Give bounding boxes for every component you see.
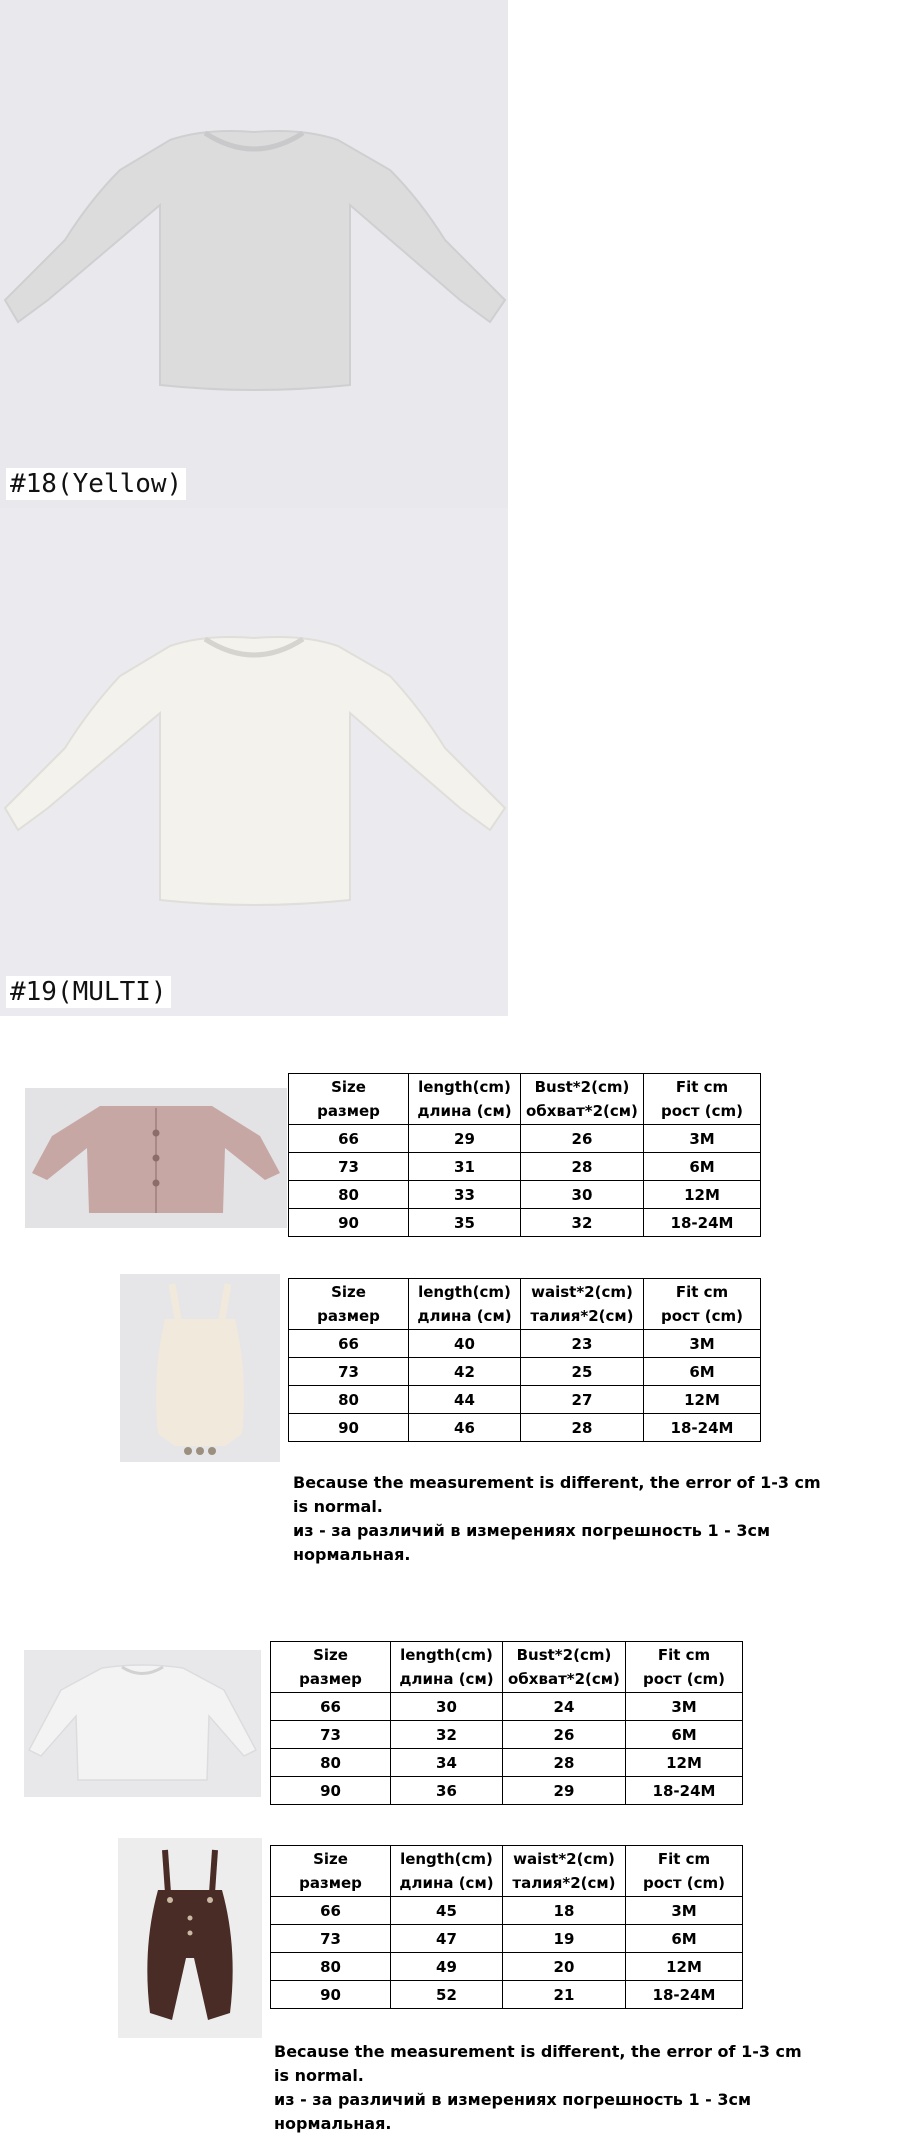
table-row: 80 34 28 12M — [271, 1749, 743, 1777]
header-size: Size размер — [289, 1074, 409, 1125]
header-length: length(cm) длина (см) — [391, 1642, 503, 1693]
table-row: 90 46 28 18-24M — [289, 1414, 761, 1442]
thumbnail-cream-romper — [120, 1274, 280, 1462]
header-fit: Fit cm рост (cm) — [644, 1279, 761, 1330]
note-english: Because the measurement is different, the error of 1-3 cm is normal. — [274, 2042, 802, 2085]
thumbnail-white-shirt — [24, 1650, 261, 1797]
table-row: 90 52 21 18-24M — [271, 1981, 743, 2009]
table-row: 80 49 20 12M — [271, 1953, 743, 1981]
header-fit: Fit cm рост (cm) — [644, 1074, 761, 1125]
header-fit: Fit cm рост (cm) — [626, 1642, 743, 1693]
table-row: 66 45 18 3M — [271, 1897, 743, 1925]
measurement-note — [274, 2040, 819, 2136]
header-bust: Bust*2(cm) обхват*2(см) — [520, 1074, 643, 1125]
table-row: 73 42 25 6M — [289, 1358, 761, 1386]
thumbnail-brown-overalls — [118, 1838, 262, 2038]
header-length: length(cm) длина (см) — [391, 1846, 503, 1897]
size-chart-table-1 — [288, 1073, 761, 1237]
table-row: 66 29 26 3M — [289, 1125, 761, 1153]
shirt-image — [0, 508, 508, 1016]
header-size: Size размер — [271, 1642, 391, 1693]
header-size: Size размер — [289, 1279, 409, 1330]
table-row: 80 44 27 12M — [289, 1386, 761, 1414]
note-english: Because the measurement is different, the error of 1-3 cm is normal. — [293, 1473, 821, 1516]
header-length: length(cm) длина (см) — [409, 1074, 521, 1125]
table-row: 66 40 23 3M — [289, 1330, 761, 1358]
table-row: 80 33 30 12M — [289, 1181, 761, 1209]
table-row: 73 47 19 6M — [271, 1925, 743, 1953]
size-chart-table-2 — [288, 1278, 761, 1442]
size-chart-table-3 — [270, 1641, 743, 1805]
table-row: 66 30 24 3M — [271, 1693, 743, 1721]
note-russian: из - за различий в измерениях погрешность 1 - 3см нормальная. — [274, 2090, 752, 2133]
header-waist: waist*2(cm) талия*2(см) — [520, 1279, 643, 1330]
header-size: Size размер — [271, 1846, 391, 1897]
shirt-image — [0, 0, 508, 508]
table-row: 90 36 29 18-24M — [271, 1777, 743, 1805]
table-row: 73 31 28 6M — [289, 1153, 761, 1181]
thumbnail-pink-cardigan — [25, 1088, 287, 1228]
table-row: 73 32 26 6M — [271, 1721, 743, 1749]
photo-caption: #18(Yellow) — [6, 468, 186, 500]
table-row: 90 35 32 18-24M — [289, 1209, 761, 1237]
photo-caption: #19(MULTI) — [6, 976, 171, 1008]
size-chart-table-4 — [270, 1845, 743, 2009]
header-waist: waist*2(cm) талия*2(см) — [502, 1846, 625, 1897]
header-bust: Bust*2(cm) обхват*2(см) — [502, 1642, 625, 1693]
product-photo-19 — [0, 508, 508, 1016]
measurement-note — [293, 1471, 838, 1567]
header-fit: Fit cm рост (cm) — [626, 1846, 743, 1897]
product-photo-18 — [0, 0, 508, 508]
note-russian: из - за различий в измерениях погрешность 1 - 3см нормальная. — [293, 1521, 771, 1564]
header-length: length(cm) длина (см) — [409, 1279, 521, 1330]
